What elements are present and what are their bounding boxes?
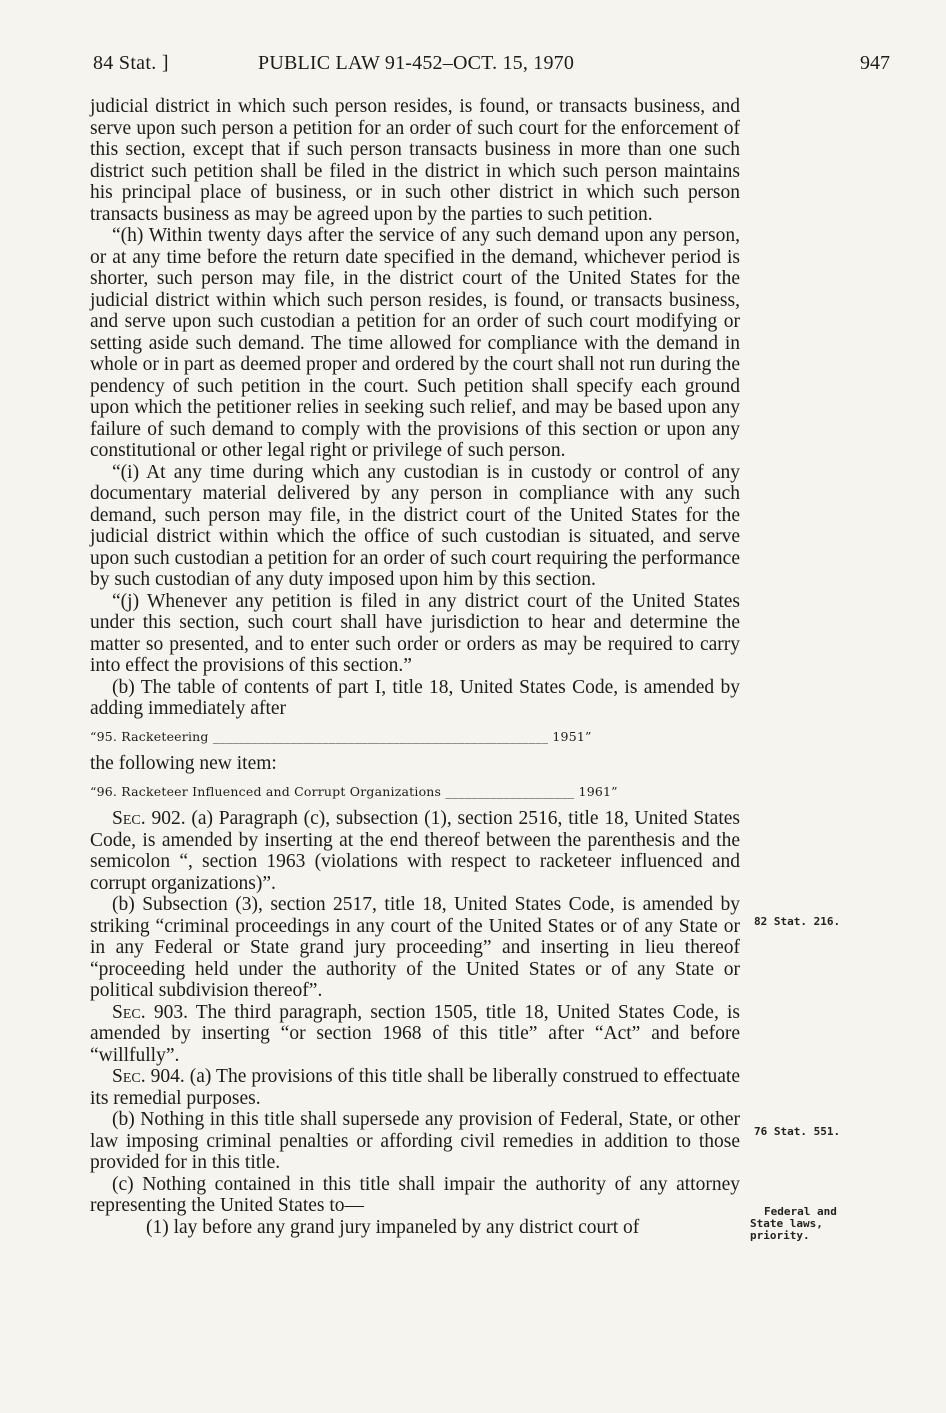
statute-volume: 84 Stat. ] [93,52,169,74]
margin-note-82-stat: 82 Stat. 216. [754,915,841,928]
section-904-a-text: 904. (a) The provisions of this title shall be liberally construed to effectuate its remedial purposes. [90,1066,740,1109]
margin-note-priority-line2: State laws, [750,1217,823,1230]
paragraph-h: “(h) Within twenty days after the service of any such demand upon any person, or at any time before the return date specified in the demand, whichever period is shorter, such person may file, in the district court of the United States for the judicial district within which such person resides, is found, or transacts business, and serve upon such custodian a petition for an order of such court modifying or setting aside such demand. The time allowed for compliance with the demand in whole or in part as deemed proper and ordered by the court shall not run during the pendency of such petition in the court. Such petition shall specify each ground upon which the petitioner relies in seeking such relief, and may be based upon any failure of such demand to comply with the provisions of this section or upon any constitutional or other legal right or privilege of such person. [90,225,740,461]
toc-item-95 [90,726,740,748]
sec-label-902: Sec. [112,808,146,829]
section-904-b: (b) Nothing in this title shall supersede any provision of Federal, State, or other law imposing criminal penalties or affording civil remedies in addition to those provided for in this title. [90,1109,740,1173]
toc-item-96-label: “96. Racketeer Influenced and Corrupt Organizations [90,783,442,799]
toc-item-96 [90,781,740,803]
body-text [90,96,740,1238]
section-903-text: 903. The third paragraph, section 1505, title 18, United States Code, is amended by inserting “or section 1968 of this title” after “Act” and before “willfully”. [90,1001,740,1066]
section-902-a-text: 902. (a) Paragraph (c), subsection (1), section 2516, title 18, United States Code, is amended by inserting at the end thereof between the parenthesis and the semicolon “, section 1963 (violations with respect to racketeer influenced and corrupt organizations)”. [90,808,741,894]
toc-item-96-leader: ____________________ [445,783,575,799]
margin-note-priority [750,1206,860,1242]
toc-item-95-page: 1951” [552,728,592,744]
section-903 [90,1002,740,1067]
margin-note-priority-line3: priority. [750,1229,810,1242]
paragraph-j: “(j) Whenever any petition is filed in any district court of the United States under this section, such court shall have jurisdiction to hear and determine the matter so presented, and to enter such order or orders as may be required to carry into effect the provisions of this section.” [90,590,740,676]
running-title: PUBLIC LAW 91-452–OCT. 15, 1970 [258,52,575,74]
paragraph-new-item: the following new item: [90,753,277,774]
page-header [0,52,946,82]
margin-note-priority-line1: Federal and [764,1205,837,1218]
section-904-c-1: (1) lay before any grand jury impaneled by any district court of [146,1216,640,1238]
section-902-a [90,808,740,894]
paragraph-i: “(i) At any time during which any custodian is in custody or control of any documentary material delivered by any person in compliance with any such demand, such person may file, in the district court of the United States for the judicial district within which the office of such custodian is situated, and serve upon such custodian a petition for an order of such court requiring the performance by such custodian of any duty imposed upon him by this section. [90,461,740,590]
toc-item-95-label: “95. Racketeering [90,728,209,744]
page-number: 947 [860,52,890,74]
section-904-a [90,1066,740,1109]
sec-label-903: Sec. [112,1001,146,1023]
toc-item-95-leader: ____________________________________________________ [212,728,549,744]
paragraph-continuation: judicial district in which such person resides, is found, or transacts business, and serve upon such person a petition for an order of such court for the enforcement of this section, except that if such person transacts business in more than one such district such petition shall be filed in the district in which such person maintains his principal place of business, or in such other district in which such person transacts business as may be agreed upon by the parties to such petition. [90,96,740,225]
section-904-c: (c) Nothing contained in this title shall impair the authority of any attorney representing the United States to— [90,1173,740,1216]
paragraph-b-toc: (b) The table of contents of part I, title 18, United States Code, is amended by adding immediately after [90,676,740,719]
sec-label-904: Sec. [112,1066,146,1087]
toc-item-96-page: 1961” [578,783,618,799]
section-902-b: (b) Subsection (3), section 2517, title 18, United States Code, is amended by striking “criminal proceedings in any court of the United States or of any State or in any Federal or State grand jury proceeding” and inserting in lieu thereof “proceeding held under the authority of the United States or of any State or political subdivision thereof”. [90,894,740,1001]
margin-note-76-stat: 76 Stat. 551. [754,1125,841,1138]
